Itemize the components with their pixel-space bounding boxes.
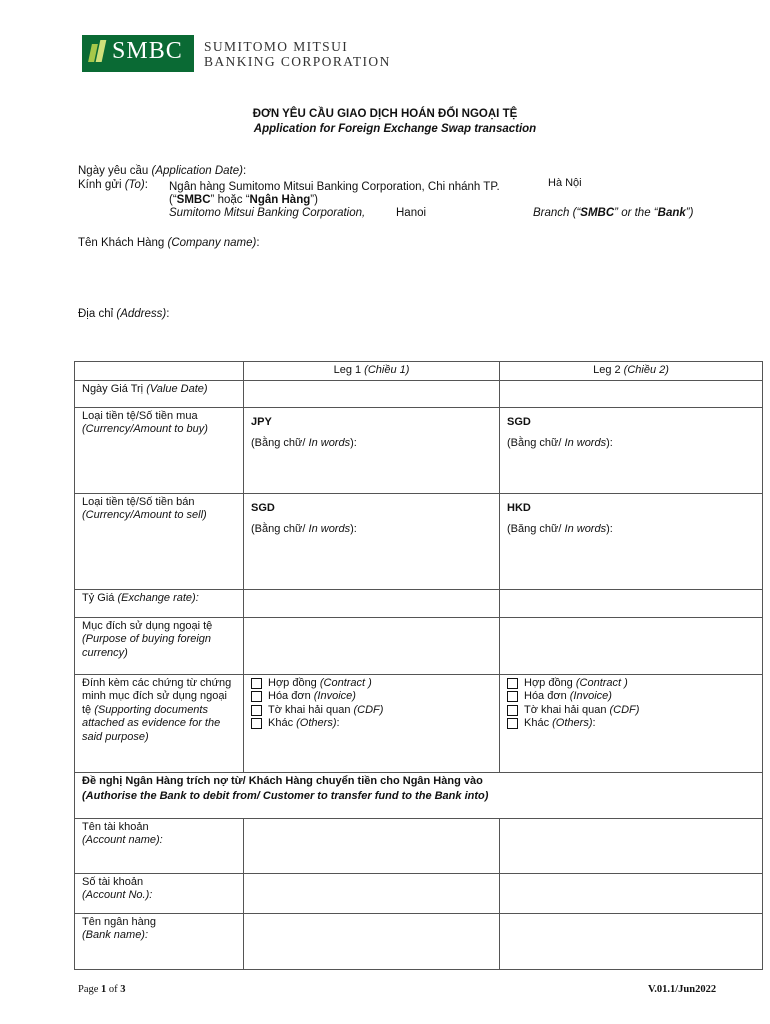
- sell-label: Loại tiền tệ/Số tiền bán (Currency/Amount to sell): [75, 493, 244, 589]
- version-label: V.01.1/Jun2022: [648, 984, 717, 995]
- bank-name-leg1-field[interactable]: [244, 913, 500, 969]
- bank-name-label: Tên ngân hàng (Bank name):: [75, 913, 244, 969]
- documents-label: Đính kèm các chứng từ chứng minh mục đích sử dụng ngoại tệ (Supporting documents attached as evidence for the said purpose): [75, 674, 244, 772]
- value-date-leg2-field[interactable]: [500, 380, 763, 407]
- purpose-leg1-field[interactable]: [244, 617, 500, 674]
- in-words-label: (Bằng chữ/ In words):: [507, 437, 613, 449]
- account-name-label: Tên tài khoản (Account name):: [75, 818, 244, 873]
- to-bank-line2: (“SMBC” hoặc “Ngân Hàng”): [169, 194, 318, 206]
- checkbox[interactable]: [507, 705, 518, 716]
- to-bank-line3: Sumitomo Mitsui Banking Corporation,: [169, 207, 366, 219]
- account-no-leg2-field[interactable]: [500, 873, 763, 913]
- in-words-label: (Bằng chữ/ In words):: [251, 523, 357, 535]
- sell-leg2-field[interactable]: [500, 493, 763, 589]
- leg1-header: Leg 1 (Chiều 1): [244, 362, 500, 381]
- account-no-label: Số tài khoản (Account No.):: [75, 873, 244, 913]
- documents-leg2-checkboxes: Hợp đồng (Contract ) Hóa đơn (Invoice) Tờ khai hải quan (CDF) Khác (Others):: [500, 674, 763, 772]
- branch-label: Branch (“SMBC” or the “Bank”): [533, 207, 694, 219]
- authorise-row: [75, 772, 763, 818]
- authorise-vietnamese: Đề nghị Ngân Hàng trích nợ từ/ Khách Hàng chuyển tiền cho Ngân Hàng vào: [82, 774, 483, 787]
- checkbox[interactable]: [251, 718, 262, 729]
- checkbox[interactable]: [507, 718, 518, 729]
- checkbox[interactable]: [507, 691, 518, 702]
- account-no-leg1-field[interactable]: [244, 873, 500, 913]
- page-number: Page 1 of 3: [78, 984, 126, 995]
- checkbox[interactable]: [251, 705, 262, 716]
- value-date-label: Ngày Giá Trị (Value Date): [75, 380, 244, 407]
- exchange-rate-leg1-field[interactable]: [244, 589, 500, 617]
- title-vietnamese: ĐƠN YÊU CẦU GIAO DỊCH HOÁN ĐỔI NGOẠI TỆ: [252, 108, 518, 120]
- buy-leg2-currency: SGD: [507, 415, 531, 428]
- address-label: Địa chỉ (Address):: [78, 308, 170, 320]
- buy-leg1-field[interactable]: [244, 407, 500, 493]
- authorise-english: (Authorise the Bank to debit from/ Customer to transfer fund to the Bank into): [82, 790, 489, 802]
- company-name-label: Tên Khách Hàng (Company name):: [78, 237, 260, 249]
- purpose-label: Mục đích sử dụng ngoại tệ (Purpose of buying foreign currency): [75, 617, 244, 674]
- account-name-leg1-field[interactable]: [244, 818, 500, 873]
- sell-leg2-currency: HKD: [507, 501, 531, 514]
- title-english: Application for Foreign Exchange Swap transaction: [253, 123, 537, 135]
- application-date-label: Ngày yêu cầu (Application Date):: [78, 165, 247, 177]
- logo-company-name: [204, 39, 391, 69]
- in-words-label: (Băng chữ/ In words):: [507, 523, 613, 535]
- exchange-rate-leg2-field[interactable]: [500, 589, 763, 617]
- checkbox[interactable]: [251, 691, 262, 702]
- bank-name-leg2-field[interactable]: [500, 913, 763, 969]
- purpose-leg2-field[interactable]: [500, 617, 763, 674]
- account-name-leg2-field[interactable]: [500, 818, 763, 873]
- checkbox[interactable]: [251, 678, 262, 689]
- logo-line2: BANKING CORPORATION: [204, 54, 391, 69]
- documents-leg1-checkboxes: Hợp đồng (Contract ) Hóa đơn (Invoice) Tờ khai hải quan (CDF) Khác (Others):: [244, 674, 500, 772]
- swap-form-table: [74, 361, 763, 970]
- sell-leg1-currency: SGD: [251, 501, 275, 514]
- logo-wordmark: SMBC: [112, 38, 183, 64]
- header-blank-cell: [75, 362, 244, 381]
- buy-leg2-field[interactable]: [500, 407, 763, 493]
- city-vietnamese-field[interactable]: Hà Nội: [548, 177, 582, 189]
- in-words-label: (Bằng chữ/ In words):: [251, 437, 357, 449]
- sell-leg1-field[interactable]: [244, 493, 500, 589]
- buy-label: Loại tiền tệ/Số tiền mua (Currency/Amount to buy): [75, 407, 244, 493]
- value-date-leg1-field[interactable]: [244, 380, 500, 407]
- logo-line1: SUMITOMO MITSUI: [204, 39, 349, 54]
- exchange-rate-label: Tỷ Giá (Exchange rate):: [75, 589, 244, 617]
- to-bank-line1: Ngân hàng Sumitomo Mitsui Banking Corporation, Chi nhánh TP.: [169, 181, 500, 193]
- checkbox[interactable]: [507, 678, 518, 689]
- to-label: Kính gửi (To):: [78, 179, 148, 191]
- leg2-header: Leg 2 (Chiều 2): [500, 362, 763, 381]
- buy-leg1-currency: JPY: [251, 415, 272, 428]
- city-english-field[interactable]: Hanoi: [396, 207, 427, 219]
